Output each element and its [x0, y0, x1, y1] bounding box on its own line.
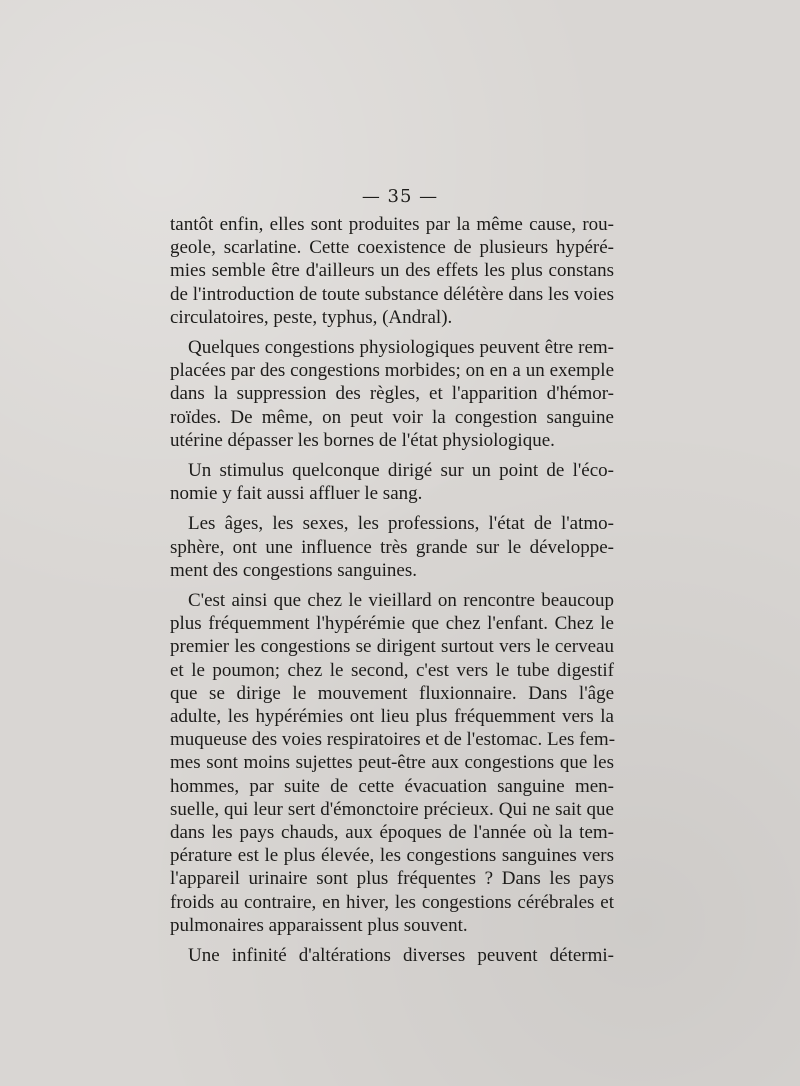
text-line: mies semble être d'ailleurs un des effets les plus constans [170, 260, 614, 282]
paragraph [170, 213, 614, 329]
text-line: utérine dépasser les bornes de l'état physiologique. [170, 429, 555, 451]
paragraph [170, 459, 614, 505]
text-line: C'est ainsi que chez le vieillard on rencontre beaucoup [188, 590, 614, 612]
paragraph [170, 589, 614, 937]
text-line: sphère, ont une influence très grande sur le développe- [170, 536, 614, 558]
text-line: adulte, les hypérémies ont lieu plus fréquemment vers la [170, 706, 614, 728]
text-line: hommes, par suite de cette évacuation sanguine men- [170, 775, 614, 797]
text-line: mes sont moins sujettes peut-être aux congestions que les [170, 752, 614, 774]
paragraph [170, 944, 614, 967]
text-line: ment des congestions sanguines. [170, 559, 417, 581]
text-line: Quelques congestions physiologiques peuvent être rem- [188, 337, 614, 359]
text-line: Un stimulus quelconque dirigé sur un point de l'éco- [188, 460, 614, 482]
text-line: l'appareil urinaire sont plus fréquentes ? Dans les pays [170, 868, 614, 890]
text-line: circulatoires, peste, typhus, (Andral). [170, 306, 453, 328]
page-number: — 35 — [361, 186, 439, 207]
text-line: froids au contraire, en hiver, les congestions cérébrales et [170, 891, 614, 913]
body-text [170, 213, 614, 974]
text-line: que se dirige le mouvement fluxionnaire. Dans l'âge [170, 682, 614, 704]
text-line: geole, scarlatine. Cette coexistence de plusieurs hypéré- [170, 237, 614, 259]
text-line: roïdes. De même, on peut voir la congestion sanguine [170, 406, 614, 428]
paragraph [170, 336, 614, 452]
text-line: dans la suppression des règles, et l'apparition d'hémor- [170, 383, 614, 405]
text-line: Les âges, les sexes, les professions, l'état de l'atmo- [188, 513, 614, 535]
text-line: premier les congestions se dirigent surtout vers le cerveau [170, 636, 614, 658]
text-line: et le poumon; chez le second, c'est vers le tube digestif [170, 659, 614, 681]
text-line: dans les pays chauds, aux époques de l'année où la tem- [170, 822, 614, 844]
text-line: pulmonaires apparaissent plus souvent. [170, 914, 468, 936]
text-line: Une infinité d'altérations diverses peuvent détermi- [188, 945, 614, 967]
text-line: suelle, qui leur sert d'émonctoire précieux. Qui ne sait que [170, 798, 614, 820]
text-line: muqueuse des voies respiratoires et de l'estomac. Les fem- [170, 729, 616, 751]
paragraph [170, 512, 614, 582]
text-line: placées par des congestions morbides; on en a un exemple [170, 360, 614, 382]
text-line: plus fréquemment l'hypérémie que chez l'enfant. Chez le [170, 613, 614, 635]
text-line: de l'introduction de toute substance délétère dans les voies [170, 283, 614, 305]
text-line: pérature est le plus élevée, les congestions sanguines vers [170, 845, 614, 867]
text-line: tantôt enfin, elles sont produites par la même cause, rou- [170, 214, 614, 235]
text-line: nomie y fait aussi affluer le sang. [170, 483, 423, 505]
